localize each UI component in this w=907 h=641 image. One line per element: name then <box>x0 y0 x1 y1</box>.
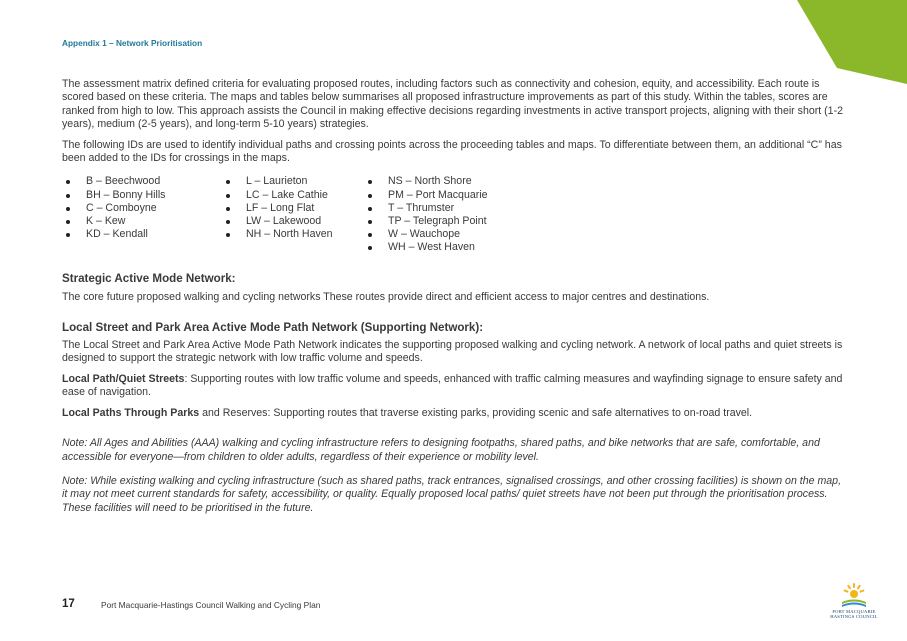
corner-green-shape <box>797 0 907 90</box>
list-item: WH – West Haven <box>364 241 488 254</box>
footer-title: Port Macquarie-Hastings Council Walking and Cycling Plan <box>101 600 321 610</box>
strategic-body: The core future proposed walking and cycling networks These routes provide direct and efficient access to major centres and destinations. <box>62 290 710 303</box>
id-list <box>62 175 844 254</box>
list-item: C – Comboyne <box>62 202 222 215</box>
ids-paragraph: The following IDs are used to identify individual paths and crossing points across the proceeding tables and maps. To differentiate between them, an additional “C” has been added to the IDs for crossings in the maps. <box>62 138 842 165</box>
list-item: NH – North Haven <box>222 228 364 241</box>
list-item: NS – North Shore <box>364 175 488 188</box>
logo-line-2: HASTINGS COUNCIL <box>830 614 878 620</box>
main-content <box>62 78 844 515</box>
list-item: PM – Port Macquarie <box>364 189 488 202</box>
list-item: LF – Long Flat <box>222 202 364 215</box>
list-item: LW – Lakewood <box>222 215 364 228</box>
page-number: 17 <box>62 598 75 610</box>
list-item: T – Thrumster <box>364 202 488 215</box>
list-item: K – Kew <box>62 215 222 228</box>
quiet-streets-label: Local Path/Quiet Streets <box>62 372 185 385</box>
id-list-column-3 <box>364 175 488 254</box>
appendix-heading: Appendix 1 – Network Prioritisation <box>62 38 203 48</box>
parks-paragraph <box>62 407 844 420</box>
existing-infrastructure-note: Note: While existing walking and cycling infrastructure (such as shared paths, track entrances, signalised crossings, and other crossing facilities) is shown on the map, it may not meet current standards for safety, accessibility, or quality. Equally proposed local paths/ quiet streets have not been put through the prioritisation process. These facilities will need to be prioritised in the future. <box>62 474 842 514</box>
list-item: L – Laurieton <box>222 175 364 188</box>
list-item: TP – Telegraph Point <box>364 215 488 228</box>
id-list-column-2 <box>222 175 364 254</box>
list-item: KD – Kendall <box>62 228 222 241</box>
local-body: The Local Street and Park Area Active Mode Path Network indicates the supporting proposed walking and cycling network. A network of local paths and quiet streets is designed to support the strategic network with low traffic volume and speeds. <box>62 339 843 365</box>
aaa-note: Note: All Ages and Abilities (AAA) walking and cycling infrastructure refers to designing footpaths, shared paths, and bike networks that are safe, comfortable, and accessible for everyone—from children to older adults, regardless of their experience or mobility level. <box>62 437 820 463</box>
intro-paragraph: The assessment matrix defined criteria for evaluating proposed routes, including factors such as connectivity and cohesion, equity, and accessibility. Each route is scored based on these criteria. The maps and tables below summarises all proposed infrastructure improvements as part of this study. Within the tables, scores are ranked from high to low. This approach assists the Council in making effective decisions regarding investments in active transport projects, aligning with their short (1-2 years), medium (2-5 years), and long-term 5-10 years) strategies. <box>62 78 843 131</box>
list-item: LC – Lake Cathie <box>222 189 364 202</box>
council-logo-text <box>818 609 890 620</box>
list-item: BH – Bonny Hills <box>62 189 222 202</box>
quiet-streets-text: : Supporting routes with low traffic volume and speeds, enhanced with traffic calming measures and wayfinding signage to ensure safety and ease of navigation. <box>62 372 843 399</box>
id-list-column-1 <box>62 175 222 254</box>
logo-line-1: PORT MACQUARIE <box>832 609 876 614</box>
parks-label: Local Paths Through Parks <box>62 406 200 419</box>
quiet-streets-paragraph <box>62 373 844 400</box>
strategic-heading: Strategic Active Mode Network: <box>62 271 236 285</box>
list-item: B – Beechwood <box>62 175 222 188</box>
list-item: W – Wauchope <box>364 228 488 241</box>
local-heading: Local Street and Park Area Active Mode Path Network (Supporting Network): <box>62 321 484 335</box>
parks-text: and Reserves: Supporting routes that traverse existing parks, providing scenic and safe alternatives to on-road travel. <box>199 406 753 419</box>
